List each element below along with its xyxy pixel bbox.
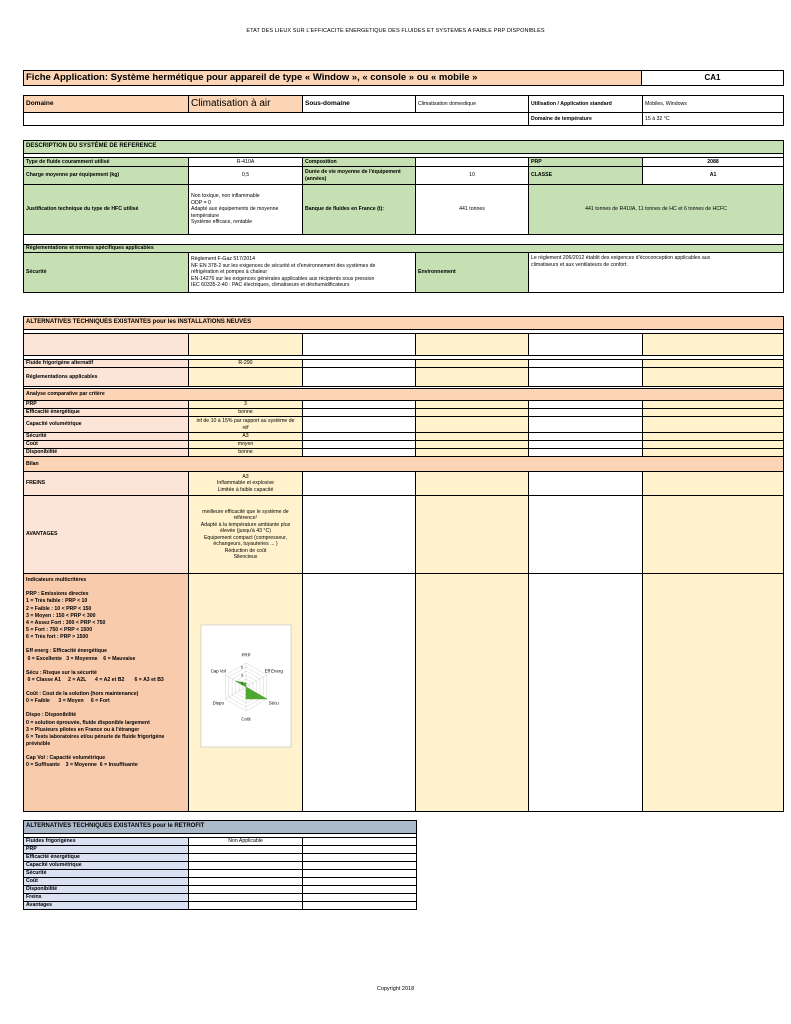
indicateur-line: 6 = Tests laboratoires et/ou pénurie de fluide frigorigène: [26, 733, 165, 740]
securite-reg-label: Sécurité: [24, 253, 189, 293]
securite-reg-line: NF EN 378-2 sur les exigences de sécurité et d'environnement des systèmes de: [191, 262, 376, 269]
indicateur-line: prévisible: [26, 741, 51, 748]
classe-label: CLASSE: [529, 167, 643, 185]
avantages-line: meilleure efficacité que le système de: [202, 508, 289, 515]
indicateur-line: [26, 748, 186, 755]
avantages-line: référence¹: [233, 515, 258, 521]
dispo-alt-label: Disponibilité: [24, 449, 189, 457]
securite-reg-line: réfrigération et pompes à chaleur: [191, 269, 268, 276]
usage-label: Utilisation / Application standard: [529, 96, 643, 113]
radar-cell: [189, 574, 303, 812]
justif-label: Justification technique du type de HFC utilisé: [24, 185, 189, 235]
retrofit-row-label: Disponibilité: [24, 886, 189, 894]
justif-value: [189, 185, 303, 235]
analyse-label: Analyse comparative par critère: [24, 389, 784, 401]
prp-ref-label: PRP: [529, 158, 643, 167]
securite-alt-value: A3: [189, 433, 303, 441]
cout-alt-value: moyen: [189, 441, 303, 449]
banque-label: Banque de fluides en France (t):: [303, 185, 416, 235]
securite-reg-line: EN-14276 sur les exigences générales applicables aux récipients sous pression: [191, 275, 375, 282]
charge-value: 0,5: [189, 167, 303, 185]
environnement-line: climatiseurs et aux ventilateurs de confort.: [531, 261, 628, 268]
domaine-label: Domaine: [24, 96, 189, 113]
freins-line: Limitée à faible capacité: [217, 486, 274, 493]
retrofit-value-cell: [303, 878, 417, 886]
banque-value: 441 tonnes: [416, 185, 529, 235]
avantages-line: élevée (jusqu'à 43 °C): [220, 528, 271, 534]
capacite-line: inf de 10 à 15% par rapport au système de: [196, 418, 295, 424]
avantages-label: AVANTAGES: [24, 496, 189, 574]
indicateur-line: 4 = Assez Fort : 300 < PRP < 750: [26, 619, 106, 626]
retrofit-value-cell: [303, 846, 417, 854]
retrofit-value-cell: [303, 902, 417, 910]
indicateur-line: 0 = Suffisante 3 = Moyenne 6 = Insuffisante: [26, 762, 138, 769]
justif-line: température: [191, 212, 219, 219]
alternatives-section-title: ALTERNATIVES TECHNIQUES EXISTANTES pour les INSTALLATIONS NEUVES: [24, 317, 784, 330]
indicateurs-legend: [24, 574, 189, 812]
fluide-ref-value: R-410A: [189, 158, 303, 167]
fluide-alt-label: Fluide frigorigène alternatif: [24, 360, 189, 368]
prp-alt-value: 3: [189, 401, 303, 409]
retrofit-table: [23, 820, 417, 910]
radar-chart: [189, 574, 303, 808]
page-header: ETAT DES LIEUX SUR L'EFFICACITE ENERGETIQUE DES FLUIDES ET SYSTEMES A FAIBLE PRP DISPONIBLES: [246, 28, 545, 34]
usage-value: Mobiles, Windows: [643, 96, 784, 113]
retrofit-value-cell: [189, 846, 303, 854]
retrofit-value-cell: [189, 894, 303, 902]
prp-alt-label: PRP: [24, 401, 189, 409]
indicateur-line: 6 = Très fort : PRP > 1500: [26, 634, 89, 641]
radar-tick-label: 1: [240, 681, 243, 686]
duree-label: Durée de vie moyenne de l'équipement (années): [303, 167, 416, 185]
reference-section-title: DESCRIPTION DU SYSTÈME DE REFERENCE: [24, 141, 784, 154]
justif-line: Adapté aux équipements de moyenne: [191, 206, 279, 213]
retrofit-value-cell: [189, 862, 303, 870]
radar-axis-label: Coût: [241, 716, 251, 722]
securite-reg-line: Règlement F-Gaz 517/2014: [191, 256, 256, 263]
avantages-line: échangeurs, tuyauteries ... ): [213, 541, 278, 547]
justif-line: Système efficace, rentable: [191, 219, 253, 226]
indicateur-line: [26, 584, 186, 591]
freins-label: FREINS: [24, 472, 189, 496]
capacite-alt-label: Capacité volumétrique: [24, 417, 189, 433]
indicateur-line: 1 = Très faible : PRP < 10: [26, 598, 88, 605]
indicateur-line: Coût : Cout de la solution (hors maintenance): [26, 691, 139, 698]
securite-reg-value: [189, 253, 416, 293]
indicateur-line: Cap Vol : Capacité volumétrique: [26, 755, 106, 762]
temp-label: Domaine de température: [529, 113, 643, 126]
fiche-code: CA1: [642, 71, 784, 86]
indicateur-line: 3 = Moyen : 150 < PRP < 300: [26, 612, 96, 619]
sous-domaine-value: Climatisation domestique: [416, 96, 529, 113]
fiche-title-table: [23, 70, 784, 86]
retrofit-value-cell: Non Applicable: [189, 838, 303, 846]
page-footer: Copyright 2018: [376, 986, 415, 992]
avantages-line: Réduction de coût: [224, 547, 267, 554]
indicateur-line: 0 = Faible 3 = Moyen 6 = Fort: [26, 698, 110, 705]
indicateur-line: PRP : Emissions directes: [26, 591, 89, 598]
indicateur-line: [26, 663, 186, 670]
duree-value: 10: [416, 167, 529, 185]
retrofit-value-cell: [303, 838, 417, 846]
retrofit-value-cell: [189, 878, 303, 886]
reglementations-alt-label: Réglementations applicables: [24, 368, 189, 387]
radar-axis-label: Eff Energ: [264, 668, 283, 674]
reference-table: [23, 140, 784, 293]
bilan-label: Bilan: [24, 457, 784, 472]
radar-tick-label: 5: [240, 665, 243, 670]
retrofit-value-cell: [303, 870, 417, 878]
radar-axis-label: Sécu: [268, 700, 279, 706]
indicateur-line: Indicateurs multicritères: [26, 577, 87, 583]
domaine-table: [23, 95, 784, 126]
radar-axis-label: PRP: [241, 652, 251, 658]
fluide-ref-label: Type de fluide couramment utilisé: [24, 158, 189, 167]
retrofit-row-label: Avantages: [24, 902, 189, 910]
radar-axis-label: Dispo: [212, 700, 224, 706]
indicateur-line: 3 = Plusieurs pilotes en France ou à l'étranger: [26, 726, 140, 733]
indicateur-line: 0 = solution éprouvée, fluide disponible largement: [26, 719, 150, 726]
retrofit-row-label: Freins: [24, 894, 189, 902]
freins-value: [189, 472, 303, 496]
indicateur-line: Sécu : Risque sur la sécurité: [26, 669, 97, 676]
charge-label: Charge moyenne par équipement (kg): [24, 167, 189, 185]
temp-value: 15 à 32 °C: [643, 113, 784, 126]
retrofit-value-cell: [303, 862, 417, 870]
indicateur-line: 5 = Fort : 750 < PRP < 1500: [26, 627, 93, 634]
radar-tick-label: 3: [240, 673, 243, 678]
indicateur-line: [26, 641, 186, 648]
fluide-alt-value: R-290: [189, 360, 303, 368]
indicateur-line: 0 = Classe A1 2 = A2L 4 = A2 et B2 6 = A3 et B3: [26, 676, 164, 683]
efficacite-alt-value: bonne: [189, 409, 303, 417]
avantages-line: Silencieux: [233, 554, 258, 560]
radar-axis-label: Cap Vol: [210, 668, 226, 674]
justif-line: ODP = 0: [191, 199, 211, 206]
domaine-blank-cell: [24, 113, 529, 126]
composition-label: Composition: [303, 158, 416, 167]
avantages-line: Equipement compact (compresseur,: [203, 534, 288, 541]
freins-line: Inflammable et explosive: [216, 480, 275, 487]
fiche-title: Fiche Application: Système hermétique pour appareil de type « Window », « console » ou « mobile »: [24, 71, 642, 86]
reglementations-section-title: Réglementations et normes spécifiques applicables: [24, 245, 784, 253]
domaine-value: Climatisation à air: [189, 96, 303, 113]
prp-ref-value: 2088: [643, 158, 784, 167]
indicateur-line: 2 = Faible : 10 < PRP < 150: [26, 605, 92, 612]
retrofit-row-label: Sécurité: [24, 870, 189, 878]
indicateur-line: 0 = Excellente 3 = Moyenne 6 = Mauvaise: [26, 655, 136, 662]
freins-line: A3: [242, 473, 249, 480]
dispo-alt-value: bonne: [189, 449, 303, 457]
retrofit-value-cell: [303, 854, 417, 862]
retrofit-row-label: Fluides frigorigènes: [24, 838, 189, 846]
indicateur-line: Dispo : Disponibilité: [26, 712, 77, 719]
avantages-line: Adapté à la température ambiante plus: [200, 521, 291, 528]
environnement-label: Environnement: [416, 253, 529, 293]
alternatives-table: [23, 316, 784, 812]
efficacite-alt-label: Efficacité énergétique: [24, 409, 189, 417]
capacite-alt-value: [189, 417, 303, 433]
retrofit-value-cell: [303, 894, 417, 902]
indicateur-line: [26, 684, 186, 691]
indicateur-line: [26, 705, 186, 712]
retrofit-row-label: Capacité volumétrique: [24, 862, 189, 870]
indicateur-line: Eff energ : Efficacité énergétique: [26, 648, 108, 655]
retrofit-section-title: ALTERNATIVES TECHNIQUES EXISTANTES pour le RETROFIT: [24, 821, 417, 834]
composition-value: [416, 158, 529, 167]
retrofit-value-cell: [189, 854, 303, 862]
classe-value: A1: [643, 167, 784, 185]
securite-reg-line: IEC 60335-2-40 : PAC électriques, climatiseurs et déshumidificateurs: [191, 282, 350, 289]
retrofit-row-label: Coût: [24, 878, 189, 886]
environnement-value: [529, 253, 784, 293]
retrofit-row-label: Efficacité énergétique: [24, 854, 189, 862]
retrofit-row-label: PRP: [24, 846, 189, 854]
retrofit-value-cell: [189, 870, 303, 878]
capacite-line: réf: [242, 424, 249, 431]
retrofit-value-cell: [303, 886, 417, 894]
sous-domaine-label: Sous-domaine: [303, 96, 416, 113]
avantages-value: [189, 496, 303, 574]
retrofit-value-cell: [189, 902, 303, 910]
environnement-line: Le règlement 206/2012 établit des exigences d'écoconception applicables aux: [531, 255, 711, 261]
securite-alt-label: Sécurité: [24, 433, 189, 441]
retrofit-value-cell: [189, 886, 303, 894]
banque-detail: 441 tonnes de R410A, 11 tonnes de HC et 6 tonnes de HCFC: [529, 185, 784, 235]
justif-line: Non toxique, non inflammable: [191, 193, 260, 200]
cout-alt-label: Coût: [24, 441, 189, 449]
